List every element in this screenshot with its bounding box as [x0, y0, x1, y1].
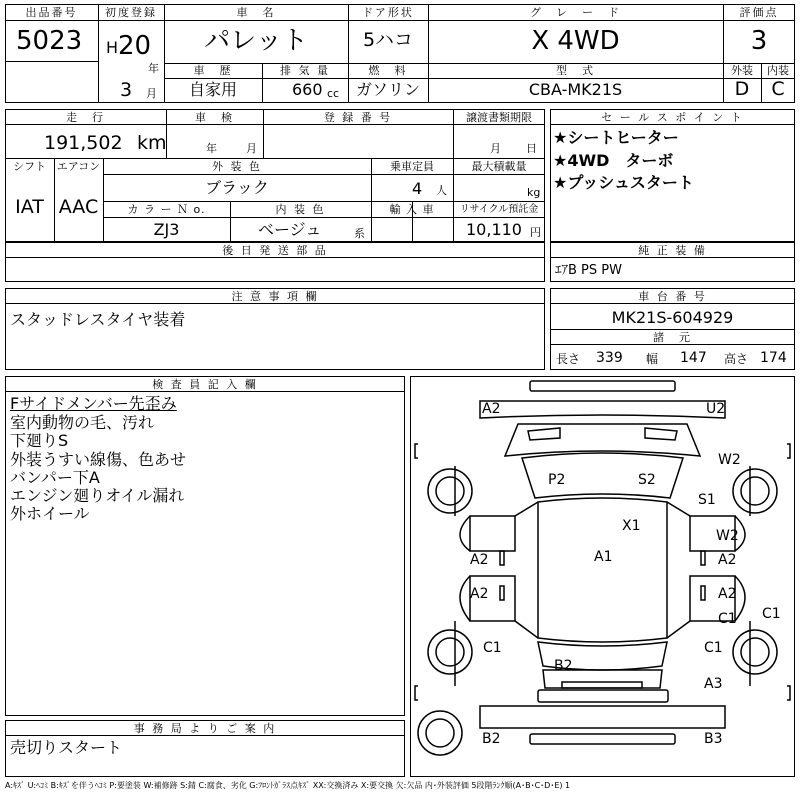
mark-w2-right-front: W2 [718, 452, 741, 468]
office-label: 事 務 局 よ り ご 案 内 [133, 722, 277, 735]
transfer-month-unit: 月 [490, 142, 501, 155]
car-name-label: 車 名 [236, 6, 276, 19]
max-load-unit: kg [527, 186, 541, 199]
registration-month: 3 [120, 79, 133, 101]
color-number: ZJ3 [153, 220, 180, 239]
mark-c1-left-rear: C1 [483, 640, 502, 656]
mark-p2-hood-left: P2 [548, 472, 566, 488]
interior-color: ベージュ [258, 220, 322, 239]
inspector-line-5: バンパー下A [10, 468, 100, 487]
sales-point-1: ★シートヒーター [553, 128, 679, 147]
exterior-color-label: 外 装 色 [212, 160, 262, 173]
later-parts-label: 後 日 発 送 部 品 [222, 244, 328, 257]
mark-a2-right-door: A2 [718, 552, 737, 568]
door-type-label: ドア形状 [362, 6, 414, 19]
sales-point-label: セ ー ル ス ポ イ ン ト [601, 111, 744, 124]
chassis-number: MK21S-604929 [611, 308, 734, 327]
model-label: 型 式 [556, 64, 595, 77]
inspector-line-1: Fサイドメンバー先歪み [10, 394, 177, 413]
fuel-label: 燃 料 [368, 64, 408, 77]
model-code: CBA-MK21S [528, 80, 623, 99]
mark-a1-roof: A1 [594, 549, 613, 565]
inspector-label: 検 査 員 記 入 欄 [152, 378, 258, 391]
equipment-label: 純 正 装 備 [638, 244, 707, 257]
era: H [106, 38, 119, 57]
exterior-color: ブラック [205, 178, 269, 197]
mark-s2-hood-right: S2 [638, 472, 656, 488]
grade-label: グ レ ー ド [530, 6, 621, 19]
caution-text: スタッドレスタイヤ装着 [10, 310, 186, 329]
first-registration-label: 初度登録 [105, 6, 157, 19]
aircon-label: エアコン [56, 160, 101, 173]
shift-label: シフト [13, 160, 46, 173]
grade: X 4WD [531, 26, 620, 56]
exterior-grade: D [734, 78, 750, 100]
displacement-label: 排 気 量 [280, 64, 330, 77]
mark-w2-right-door: W2 [716, 528, 739, 544]
history-label: 車 歴 [193, 64, 233, 77]
width: 147 [680, 350, 707, 366]
lot-number: 5023 [16, 26, 83, 56]
transfer-day-unit: 日 [526, 142, 537, 155]
history: 自家用 [188, 80, 237, 99]
chassis-label: 車 台 番 号 [638, 290, 707, 303]
interior-grade: C [771, 78, 785, 100]
import-label: 輸 入 車 [389, 203, 435, 216]
mileage-label: 走 行 [66, 111, 105, 124]
recycle-fee: 10,110 [466, 220, 522, 239]
mark-a2-right-rear-door: A2 [718, 586, 737, 602]
displacement: 660 [292, 80, 323, 99]
registration-year: 20 [118, 31, 152, 61]
mark-c1-right-edge: C1 [762, 606, 781, 622]
inspector-line-4: 外装うすい線傷、色あせ [10, 450, 187, 469]
mileage: 191,502 [44, 132, 123, 154]
capacity-unit: 人 [436, 184, 447, 197]
month-unit: 月 [146, 87, 157, 100]
mark-a2-left-door: A2 [470, 552, 489, 568]
car-diagram-drawing [410, 376, 795, 777]
inspection-label: 車 検 [195, 111, 234, 124]
capacity: 4 [412, 179, 423, 198]
score: 3 [750, 26, 768, 56]
aircon: AAC [58, 196, 99, 218]
mark-c1-right-rear: C1 [704, 640, 723, 656]
plate-number-label: 登 録 番 号 [323, 111, 393, 124]
mark-c1-right-rear-door: C1 [718, 611, 737, 627]
interior-color-label: 内 装 色 [275, 203, 326, 216]
max-load-label: 最大積載量 [471, 160, 527, 173]
mileage-unit: km [137, 132, 167, 154]
width-label: 幅 [646, 352, 659, 366]
mark-a2-front-left: A2 [482, 401, 501, 417]
equipment: ｴｱB PS PW [555, 263, 622, 278]
inspector-line-7: 外ホイール [10, 504, 90, 523]
mark-x1-windshield: X1 [622, 518, 641, 534]
mark-b2-rear-left: B2 [482, 731, 501, 747]
year-unit: 年 [148, 62, 159, 75]
height-label: 高さ [724, 352, 749, 366]
mark-b3-rear-right: B3 [704, 731, 723, 747]
mark-u2-front-right: U2 [706, 401, 726, 417]
displacement-unit: cc [327, 87, 340, 100]
mark-b2-trunk: B2 [554, 658, 573, 674]
office-text: 売切りスタート [10, 738, 123, 757]
recycle-label: リサイクル預託金 [459, 204, 539, 215]
height: 174 [760, 350, 787, 366]
inspector-line-2: 室内動物の毛、汚れ [10, 413, 155, 432]
inspector-line-3: 下廻りS [10, 431, 69, 450]
inspection-year-unit: 年 [206, 142, 217, 155]
mark-a3-right-quarter: A3 [704, 676, 723, 692]
color-number-label: カ ラ ー Ｎ o. [127, 203, 206, 216]
shift: IAT [15, 196, 44, 218]
dimensions-label: 諸 元 [653, 331, 692, 344]
length: 339 [596, 350, 623, 366]
capacity-label: 乗車定員 [390, 160, 434, 173]
mark-a2-left-rear-door: A2 [470, 586, 489, 602]
caution-label: 注 意 事 項 欄 [231, 290, 319, 303]
mark-s1-right-fender: S1 [698, 492, 716, 508]
sales-point-2: ★4WD ターボ [553, 151, 674, 170]
fuel: ガソリン [355, 80, 420, 99]
sales-point-3: ★プッシュスタート [553, 173, 694, 192]
score-label: 評価点 [739, 6, 779, 19]
door-type: 5ハコ [362, 29, 414, 51]
recycle-unit: 円 [530, 226, 541, 239]
legend: A:ｷｽﾞ U:ﾍｺﾐ B:ｷｽﾞを伴うﾍｺﾐ P:要塗装 W:補修跡 S:錆 C:腐食、劣化 G:ﾌﾛﾝﾄｶﾞﾗｽ点ｷｽﾞ XX:交換済み X:要交換 欠:欠品 内･外装評価 5段階ﾗﾝｸ順(A･B･C･D･E) 1 [5, 781, 571, 790]
interior-grade-label: 内装 [767, 64, 789, 77]
car-name: パレット [204, 26, 308, 56]
inspection-month-unit: 月 [246, 142, 257, 155]
lot-number-label: 出品番号 [25, 6, 78, 19]
transfer-deadline-label: 譲渡書類期限 [466, 111, 532, 124]
inspector-line-6: エンジン廻りオイル漏れ [10, 486, 185, 505]
interior-color-unit: 系 [354, 227, 365, 240]
exterior-grade-label: 外装 [731, 64, 753, 77]
length-label: 長さ [556, 352, 581, 366]
